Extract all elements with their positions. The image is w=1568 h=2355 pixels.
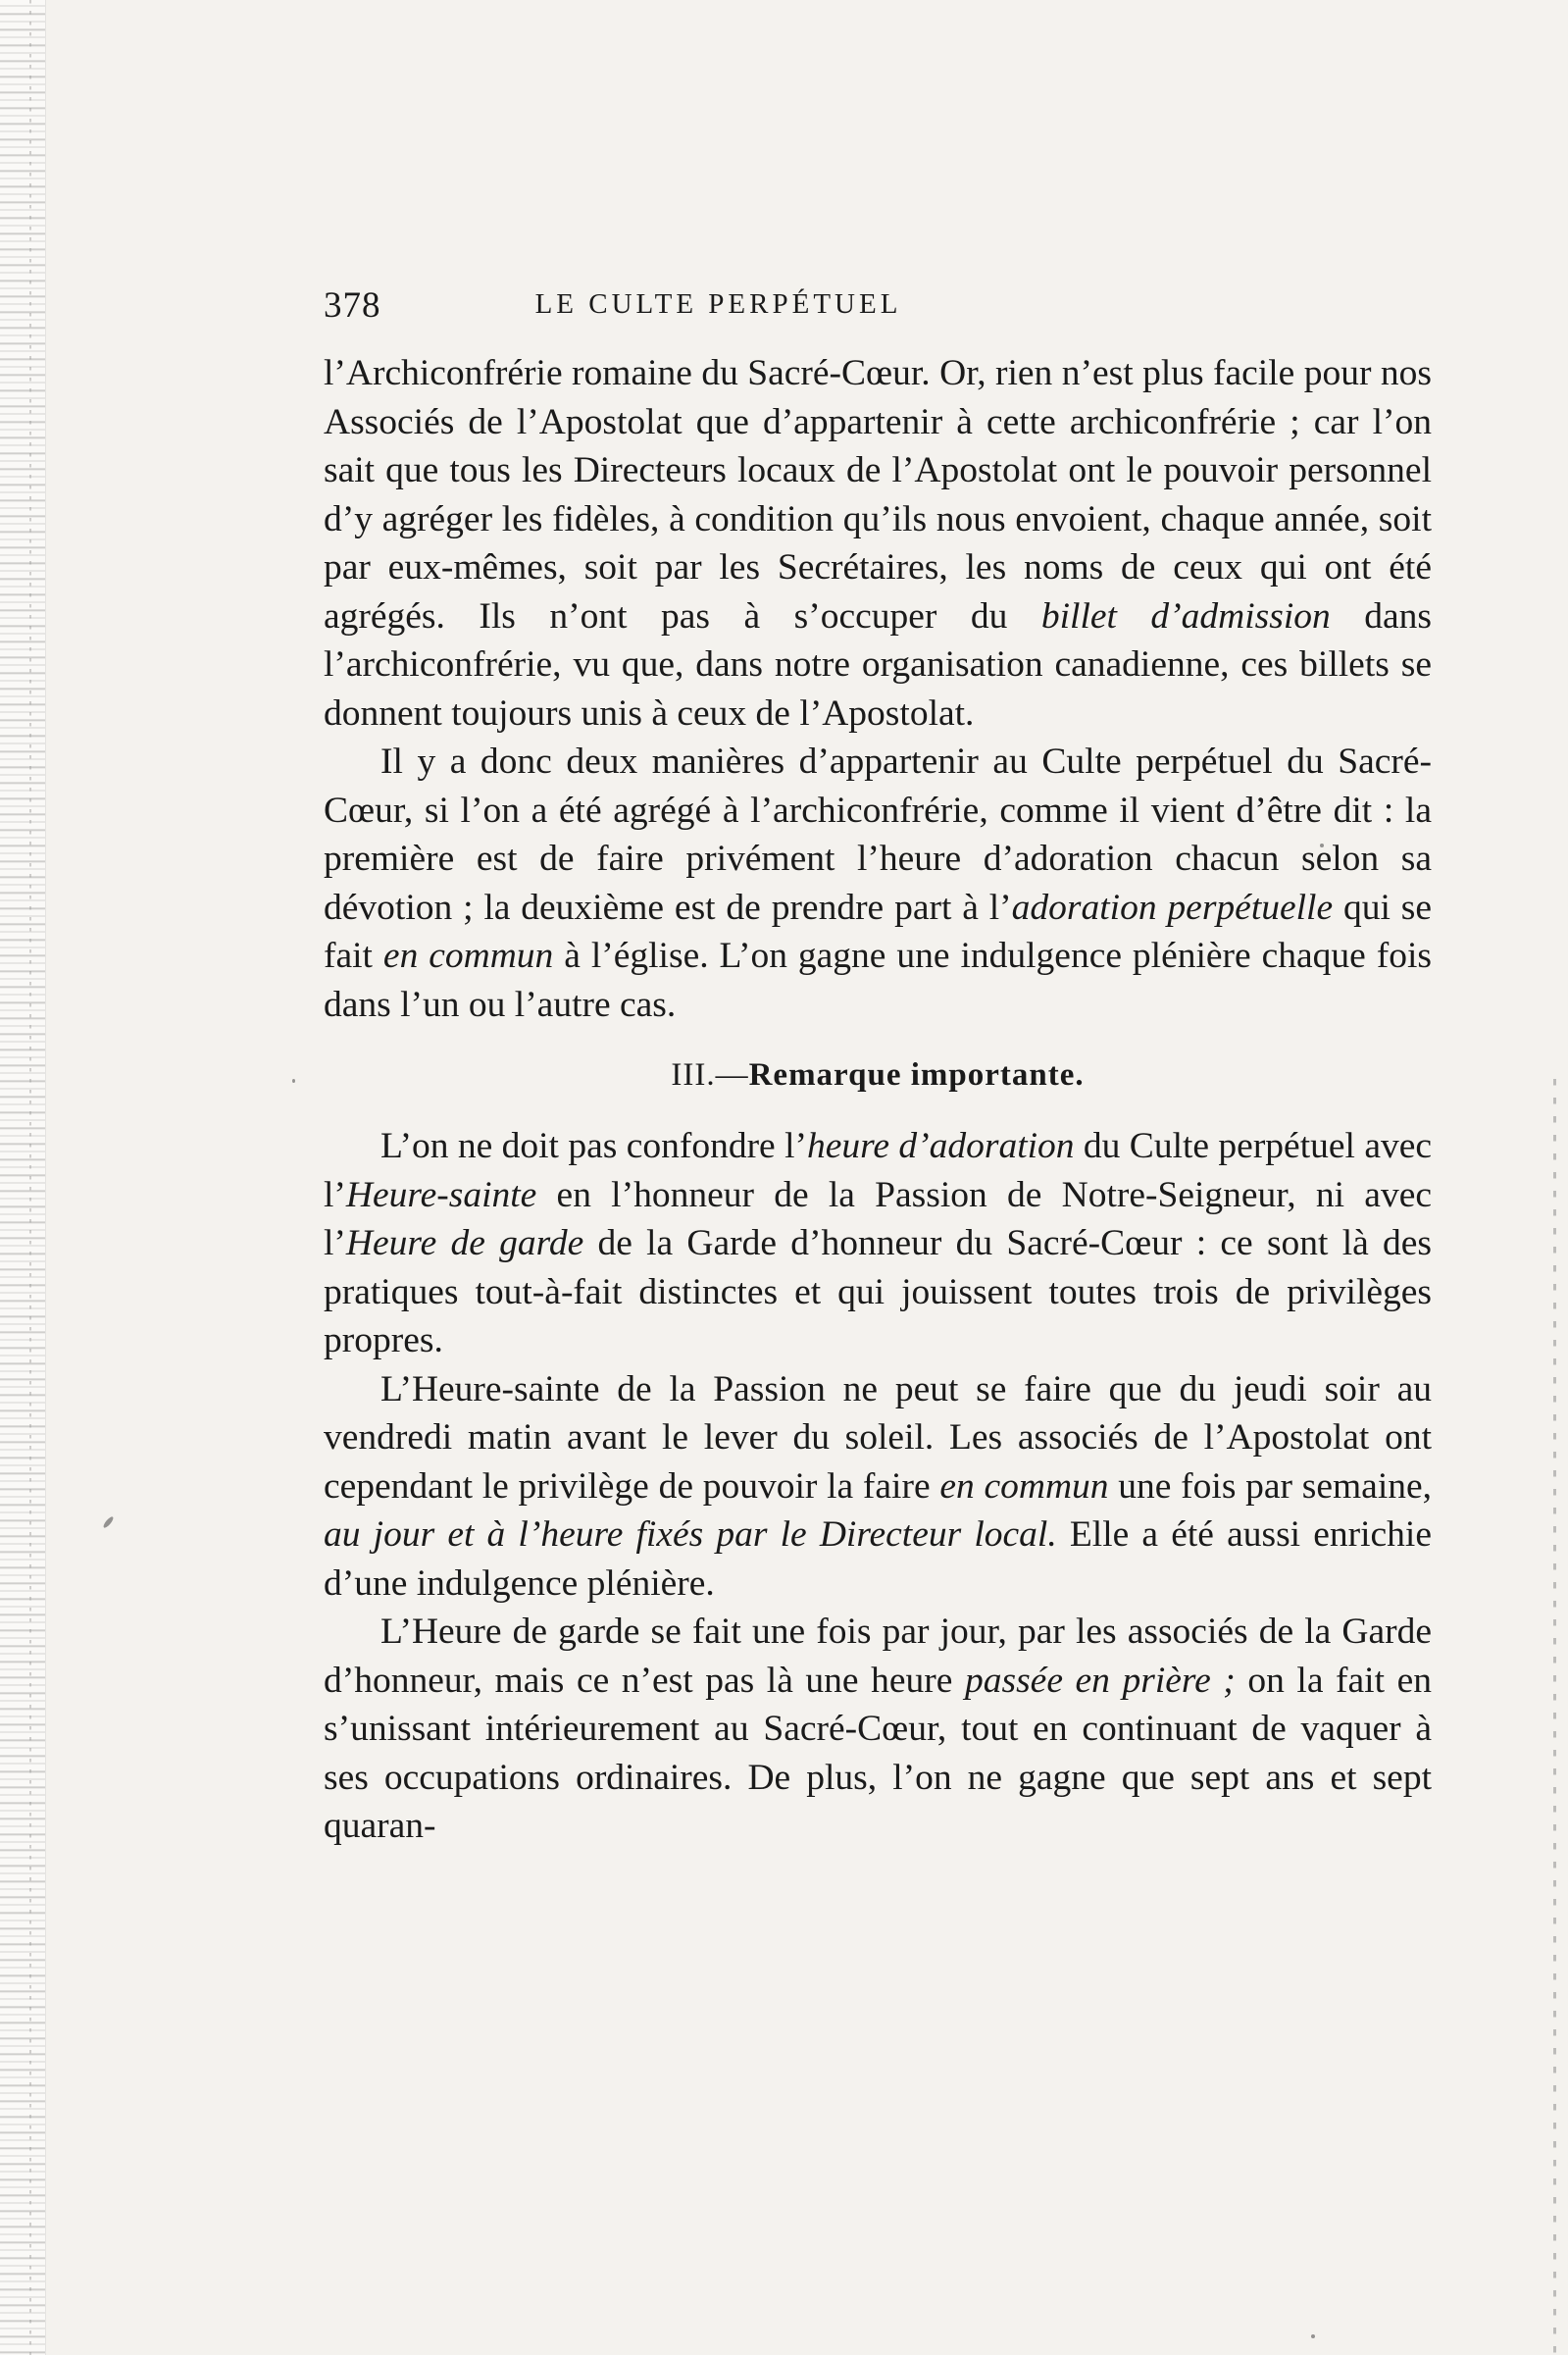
paragraph [324, 1365, 1432, 1609]
text-run: du Culte perpétuel avec l’ [324, 1126, 1433, 1215]
italic-text: en commun [382, 936, 554, 976]
italic-text: Heure de garde [345, 1223, 584, 1263]
text-run: dans l’archiconfrérie, vu que, dans notre organisation canadienne, ces billets se donnent toujours unis à ceux de l’Apostolat. [324, 595, 1432, 734]
text-run: Il y a donc deux manières d’appartenir au Culte perpétuel du Sacré-Cœur, si l’on a été agrégé à l’archiconfrérie, comme il vient d’être dit : la première est de faire privément l’heure d’adoration chacun selon sa dévotion ; la deuxième est de prendre part à l’ [324, 742, 1432, 928]
body-text [324, 349, 1432, 1851]
text-run: de la Garde d’honneur du Sacré-Cœur : ce sont là des pratiques tout-à-fait distinctes et qui jouissent toutes trois de privilèges propres. [324, 1223, 1432, 1360]
text-run: l’Archiconfrérie romaine du Sacré-Cœur. Or, rien n’est plus facile pour nos Associés de l’Apostolat que d’appartenir à cette archiconfrérie ; car l’on sait que tous les Directeurs locaux de l’Apostolat ont le pouvoir personnel d’y agréger les fidèles, à condition qu’ils nous envoient, chaque année, soit par eux-mêmes, soit par les Secrétaires, les noms de ceux qui ont été agrégés. Ils n’ont pas à s’occuper du [324, 353, 1432, 637]
italic-text: passée en prière ; [964, 1660, 1236, 1701]
paragraph-group-before-heading [324, 349, 1432, 1029]
binding-edge-decoration [0, 0, 46, 2355]
text-run: L’on ne doit pas confondre l’ [380, 1126, 807, 1166]
text-run: Elle a été aussi enrichie d’une indulgence plénière. [324, 1514, 1432, 1604]
running-title: LE CULTE PERPÉTUEL [534, 288, 902, 320]
paragraph [324, 1122, 1432, 1365]
right-edge-decoration [1553, 1079, 1556, 2354]
page-number: 378 [324, 285, 381, 326]
italic-text: au jour et à l’heure fixés par le Directeur local. [324, 1514, 1057, 1555]
paragraph [324, 349, 1432, 738]
italic-text: Heure-sainte [345, 1174, 537, 1215]
paragraph [324, 738, 1432, 1029]
text-run: qui se fait [324, 887, 1432, 976]
section-title: Remarque importante. [748, 1057, 1085, 1093]
italic-text: adoration perpétuelle [1011, 887, 1334, 928]
paragraph-group-after-heading [324, 1122, 1432, 1851]
section-number: III.— [671, 1057, 749, 1093]
section-heading [324, 1053, 1432, 1097]
italic-text: heure d’adoration [807, 1126, 1075, 1166]
scan-speck [1311, 2334, 1315, 2338]
text-run: on la fait en s’unissant intérieurement au Sacré-Cœur, tout en continuant de vaquer à ses occupations ordinaires. De plus, l’on ne gagne que sept ans et sept quaran- [324, 1660, 1432, 1846]
running-head [324, 284, 1113, 333]
text-run: en l’honneur de la Passion de Notre-Seigneur, ni avec l’ [324, 1174, 1432, 1263]
italic-text: billet d’admission [1040, 595, 1331, 637]
scan-speck [292, 1079, 295, 1083]
paragraph [324, 1608, 1432, 1851]
text-run: L’Heure de garde se fait une fois par jour, par les associés de la Garde d’honneur, mais ce n’est pas là une heure [324, 1612, 1432, 1701]
scan-speck [102, 1515, 115, 1529]
text-run: une fois par semaine, [1108, 1465, 1433, 1507]
text-run: L’Heure-sainte de la Passion ne peut se faire que du jeudi soir au vendredi matin avant le lever du soleil. Les associés de l’Apostolat ont cependant le privilège de pouvoir la faire [324, 1368, 1432, 1507]
text-run: à l’église. L’on gagne une indulgence plénière chaque fois dans l’un ou l’autre cas. [324, 936, 1432, 1025]
italic-text: en commun [939, 1465, 1109, 1507]
